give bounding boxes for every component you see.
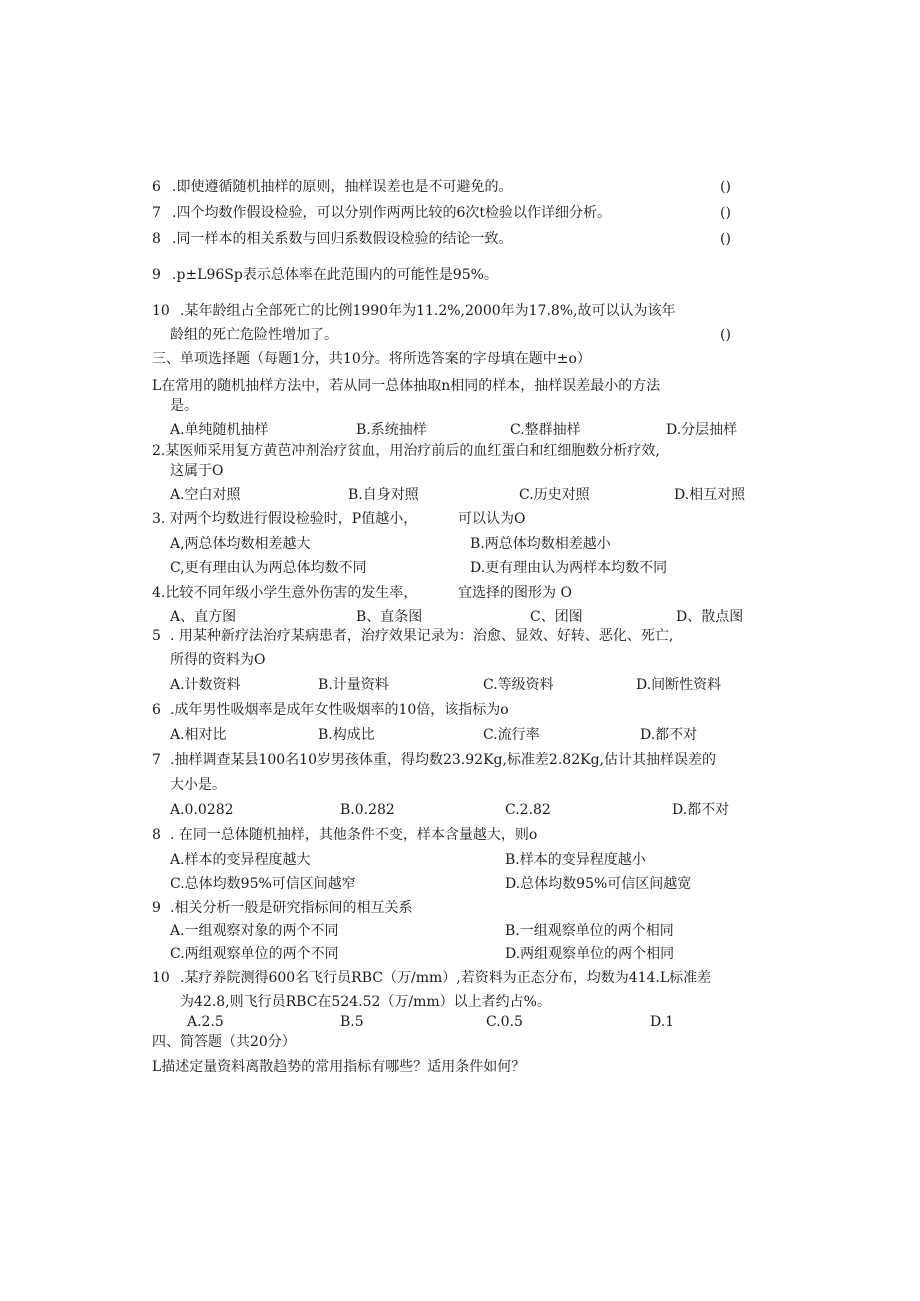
q1-option-c: C.整群抽样 — [510, 422, 581, 438]
q2-option-d: D.相互对照 — [674, 487, 746, 503]
q4-option-c: C、团图 — [530, 609, 583, 625]
judge-10-num: 10 — [152, 303, 170, 319]
judge-8-num: 8 — [152, 231, 161, 247]
judge-9-text: .p±L96Sp表示总体率在此范围内的可能性是95%。 — [172, 267, 498, 283]
q8-option-c: C.总体均数95%可信区间越窄 — [170, 876, 356, 892]
q7-option-c: C.2.82 — [505, 802, 551, 818]
q4-text: 4.比较不同年级小学生意外伤害的发生率， — [152, 585, 418, 601]
judge-10-text-cont: 龄组的死亡危险性增加了。 — [170, 327, 338, 343]
q7-text: .抽样调查某县100名10岁男孩体重，得均数23.92Kg,标准差2.82Kg,估计其抽样误差的 — [170, 752, 716, 768]
q7-option-b: B.0.282 — [340, 802, 395, 818]
q2-option-a: A.空白对照 — [170, 487, 241, 503]
q6-text: .成年男性吸烟率是成年女性吸烟率的10倍，该指标为o — [170, 702, 509, 718]
q8-text: . 在同一总体随机抽样，其他条件不变，样本含量越大，则o — [170, 827, 538, 843]
judge-8-text: .同一样本的相关系数与回归系数假设检验的结论一致。 — [172, 231, 513, 247]
q10-text: .某疗养院测得600名飞行员RBC（万/mm）,若资料为正态分布，均数为414.L标准差 — [180, 970, 712, 986]
q1-text-cont: 是。 — [170, 398, 198, 414]
q4-text-tail: 宜选择的图形为 O — [458, 585, 572, 601]
q2-text: 2.某医师采用复方黄芭冲剂治疗贫血，用治疗前后的血红蛋白和红细胞数分析疗效, — [152, 443, 660, 459]
judge-6-num: 6 — [152, 179, 161, 195]
q3-option-d: D.更有理由认为两样本均数不同 — [470, 560, 668, 576]
q8-option-b: B.样本的变异程度越小 — [505, 852, 646, 868]
q6-option-d: D.都不对 — [640, 727, 698, 743]
q5-option-d: D.间断性资料 — [636, 677, 722, 693]
q7-option-d: D.都不对 — [672, 802, 730, 818]
q5-option-c: C.等级资料 — [483, 677, 554, 693]
judge-9-num: 9 — [152, 267, 161, 283]
q5-option-b: B.计量资料 — [318, 677, 389, 693]
q5-num: 5 — [152, 628, 161, 644]
judge-7-text: .四个均数作假设检验，可以分别作两两比较的6次t检验以作详细分析。 — [172, 205, 611, 221]
q10-option-a: A.2.5 — [187, 1014, 224, 1030]
q3-option-a: A,两总体均数相差越大 — [170, 536, 311, 552]
section3-heading: 三、单项选择题（每题1分，共10分。将所选答案的字母填在题中±o） — [152, 351, 591, 367]
q9-text: .相关分析一般是研究指标间的相互关系 — [170, 900, 413, 916]
q8-option-a: A.样本的变异程度越大 — [170, 852, 311, 868]
q2-option-c: C.历史对照 — [519, 487, 590, 503]
q7-option-a: A.0.0282 — [170, 802, 234, 818]
q3-option-c: C,更有理由认为两总体均数不同 — [170, 560, 367, 576]
q10-option-c: C.0.5 — [486, 1014, 523, 1030]
q8-num: 8 — [152, 827, 161, 843]
q9-num: 9 — [152, 900, 161, 916]
q10-option-d: D.1 — [650, 1014, 675, 1030]
q1-text: L在常用的随机抽样方法中，若从同一总体抽取n相同的样本，抽样误差最小的方法 — [152, 378, 661, 394]
q3-text-tail: 可以认为O — [458, 511, 526, 527]
judge-7-answer-blank: () — [720, 205, 731, 221]
q2-option-b: B.自身对照 — [348, 487, 419, 503]
section4-q1-text: L描述定量资料离散趋势的常用指标有哪些？适用条件如何？ — [152, 1059, 526, 1075]
q6-option-b: B.构成比 — [318, 727, 375, 743]
q4-option-a: A、直方图 — [170, 609, 237, 625]
q10-num: 10 — [152, 970, 170, 986]
q5-text: . 用某种新疗法治疗某病患者，治疗效果记录为：治愈、显效、好转、恶化、死亡, — [170, 628, 674, 644]
q4-option-d: D、散点图 — [676, 609, 744, 625]
judge-8-answer-blank: () — [720, 231, 731, 247]
q5-option-a: A.计数资料 — [170, 677, 241, 693]
q6-option-a: A.相对比 — [170, 727, 227, 743]
q9-option-b: B.一组观察单位的两个相同 — [505, 923, 674, 939]
q10-option-b: B.5 — [340, 1014, 364, 1030]
q9-option-a: A.一组观察对象的两个不同 — [170, 923, 339, 939]
q7-text-cont: 大小是。 — [170, 777, 226, 793]
judge-10-text: .某年龄组占全部死亡的比例1990年为11.2%,2000年为17.8%,故可以认为该年 — [180, 303, 676, 319]
q4-option-b: B、直条图 — [356, 609, 423, 625]
q3-text: 3. 对两个均数进行假设检验时，P值越小， — [152, 511, 418, 527]
q3-option-b: B.两总体均数相差越小 — [470, 536, 611, 552]
q7-num: 7 — [152, 752, 161, 768]
q1-option-a: A.单纯随机抽样 — [170, 422, 269, 438]
q9-option-c: C.两组观察单位的两个不同 — [170, 946, 339, 962]
judge-7-num: 7 — [152, 205, 161, 221]
judge-6-text: .即使遵循随机抽样的原则，抽样误差也是不可避免的。 — [172, 179, 513, 195]
q2-text-cont: 这属于O — [170, 463, 224, 479]
judge-6-answer-blank: () — [720, 179, 731, 195]
q6-num: 6 — [152, 702, 161, 718]
q8-option-d: D.总体均数95%可信区间越宽 — [505, 876, 692, 892]
q10-text-cont: 为42.8,则飞行员RBC在524.52（万/mm）以上者约占%。 — [180, 994, 551, 1010]
section4-heading: 四、简答题（共20分） — [152, 1034, 296, 1050]
q9-option-d: D.两组观察单位的两个相同 — [505, 946, 675, 962]
q6-option-c: C.流行率 — [483, 727, 540, 743]
q1-option-b: B.系统抽样 — [356, 422, 427, 438]
q5-text-cont: 所得的资料为O — [170, 652, 266, 668]
judge-10-answer-blank: () — [720, 327, 731, 343]
q1-option-d: D.分层抽样 — [666, 422, 738, 438]
